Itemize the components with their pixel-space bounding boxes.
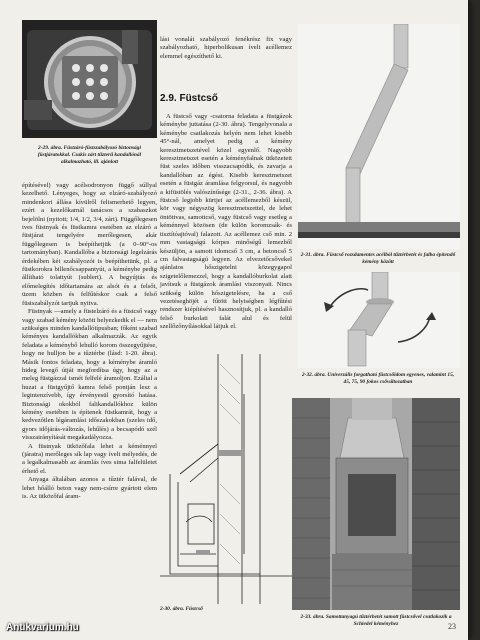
figure-2-30-caption: 2-30. ábra. Füstcső xyxy=(160,606,203,612)
middle-column-top-text: lási vonalát szabályozó fenékrész fix vagy szabályozható, hiperbolikusan ívelt acéllemez elemmel egészíthető ki. xyxy=(160,36,292,60)
figure-2-32-photo xyxy=(298,272,460,368)
left-column-text xyxy=(22,182,157,501)
watermark: Antikvarium.hu xyxy=(6,622,79,633)
figure-2-33-photo xyxy=(292,398,460,610)
figure-2-31-caption: 2-31. ábra. Füstcső rozsdamentes acélból tűztérbetét és falba építendő kémény között xyxy=(300,252,456,265)
figure-2-32-caption: 2-32. ábra. Univerzális forgatható füstcsőidom egyenes, valamint 15, 45, 75, 90 fokos csőváltozatban xyxy=(301,372,455,385)
figure-2-30-drawing xyxy=(160,354,292,604)
left-paragraph-4: Anyaga általában azonos a tűztér falával, de lehet hőálló beton vagy nem-csírre gyártott elem is. Az ütközőfal áram- xyxy=(22,476,157,501)
figure-2-29-caption: 2-29. ábra. Füstzáró-füstszabályozó biztonsági füstjáratokkal. Csakis zárt tűzterű kandallónál alkalmazható, ill. ajánlott xyxy=(37,145,142,165)
section-heading: 2.9. Füstcső xyxy=(160,93,218,104)
left-paragraph-2: Füstnyak —amely a füstelzáró és a füstcső vagy vagy szabad kémény között helyezkedik el — nem szükséges minden kandallótípusban; főként szabad kéményes kandallókban alkalmazzák. Az egyik feladata a kéménybő lehulló korom összegyűjtése, hogy ne hulljon be a tűztérbe (lásd: 1-20. ábra). Másik fontos feladata, hogy a kéménybe áramló hideg levegő útját megfordítsa úgy, hogy az a meleg füstgázzal ismét felfelé áramoljon. Ezáltal a huzat a füstgyűjtő kamra felső pontján lesz a legintenzívebb, így érvényesül gyorsító hatása. Biztonsági okokból falikandallókhoz külön kémény esetében is építenek füstkamrát, hogy a kedvezőtlen légáramlási időszakokban (szeles idő, gyors időjárás-változás, lehűlés) a becsapódó szél visszairányítását megakadályozza. xyxy=(22,308,157,442)
page-number: 23 xyxy=(448,622,456,631)
figure-2-29-photo xyxy=(22,20,157,138)
middle-column-body-text: A füstcső vagy -csatorna feladata a füstgázok kéménybe juttatása (2-30. ábra). Tengelyvonala a kéménybe csatlakozás helyén nem lehet kisebb 45°-nál, amelyet pedig a kémény keresztmetszetével közel egyenlő. Nagyobb keresztmetszet esetén a kéményfalnak ütközetett füst szeles időben visszacsapódik, és zavarja a kandallóban az égést. Kisebb keresztmetszet esetén a füstgáz áramlása felgyorsul, és nagyobb a kifüstölés valószínűsége (2-31., 2-36. ábra). A füstcső legjobb kürtjei az acéllemezből készül, kör vagy négyszög keresztmetszettel, de lehet öntöttvas, samottcső, vagy füstcső vagy esetleg a kéménnyel közösen (de külön koromzsák- és tisztítóajtóval) falazott. Az acéllemez cső min. 2 mm vastagságú kórpes minőségű lemezből készüljön, a samott idomcső 3 cm, a betoncső 5 cm falvastagságú legyen. Az elvezetőcsővekel ajánlatos hőszigetelni közegygapol szigetelőlemezzel, hogy a kandallóburkolat alatt javítsuk a füstgázok áramlási viszonyait. Nincs szükség külön hőszigetelésre, ha a cső vezetéseghöjét a fűtött helyiségben légfűtési rendszer kiépítésével hasznosítjuk, pl. a kandalló felső burkolati falát alul és felül szellőzőnyílásokkal látjuk el. xyxy=(160,113,292,331)
left-paragraph-3: A füstnyak ütközőfala lehet a kéménnyel (járatra) merőleges sík lap vagy ívelt mélyedés, de a legalkalmasabb az áramlás íves sima falfelületet érhető el. xyxy=(22,442,157,475)
figure-2-31-photo xyxy=(298,24,460,249)
left-paragraph-1: építésével) vagy acélsodronyon függő súllyal kezelhető. Lényeges, hogy az elzáró-szabályozó mindenkori állása kívülről felismerhető legyen, ezért a kezelőkarnál tanácsos a szabaszkot bejelölni (nyitott; 1/4, 1/2, 3/4, zárt). Függőlegesen ives füstnyak és füstkamra esetében az elzáró a füstjárat tengelyére merőlegesen, akár függőlegesen is beépíthetjük (a 0–90°-os tartományban). Kandallóba a biztonsági legelzárás érdekében két szabályozót is beépíthetünk, pl. a füstkorokra billenőcsappantyút, a kéménybe pedig állítható tolattyút (sublert). A begyújtás és előmelegítés időtartamára az alsót és a felsőt, üzem közben és felfűtéskor csak a felső füstszabályzót tartjuk nyitva. xyxy=(22,182,157,307)
figure-2-33-caption: 2-33. ábra. Samottanyagú tűztérbetét samott füstcsővel csatlakozik a Schiedel kéményhez xyxy=(300,614,452,627)
